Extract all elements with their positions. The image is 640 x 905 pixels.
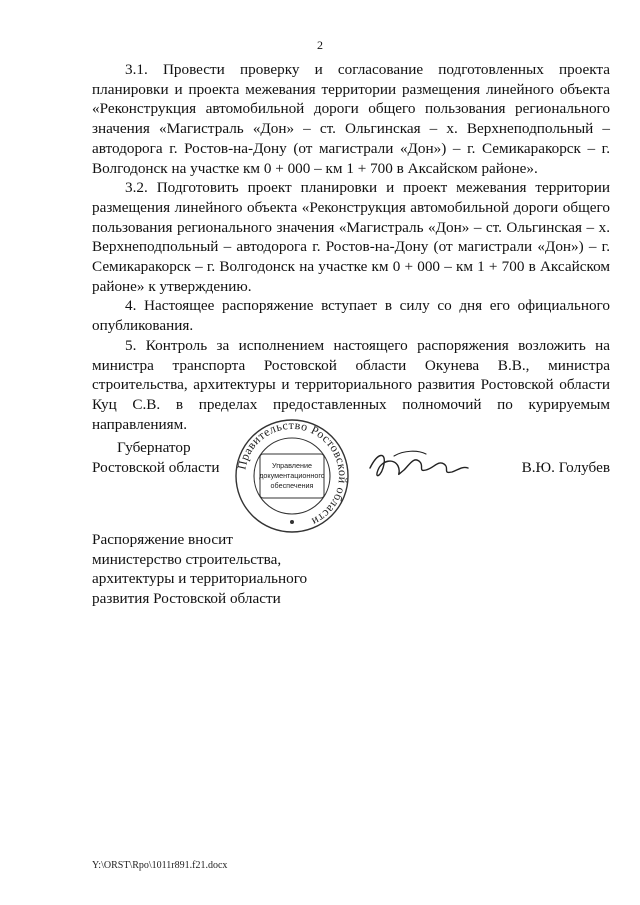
official-stamp xyxy=(234,418,350,534)
stamp-dot xyxy=(290,520,294,524)
stamp-inner-line1: Управление xyxy=(272,461,312,470)
submitter-line1: Распоряжение вносит xyxy=(92,531,233,548)
document-body xyxy=(92,60,610,434)
signatory-title-line2: Ростовской области xyxy=(92,458,220,476)
signatory-title xyxy=(92,438,220,477)
stamp-inner-line3: обеспечения xyxy=(270,481,314,490)
submitter-line2: министерство строительства, xyxy=(92,550,282,568)
submitter-line3: архитектуры и территориального xyxy=(92,570,308,588)
paragraph-3-1: 3.1. Провести проверку и согласование подготовленных проекта планировки и проекта межевания территории размещения линейного объекта «Реконструкция автомобильной дороги общего пользования регионального значения «Магистраль «Дон» – ст. Ольгинская – х. Верхнеподпольный – автодорога г. Ростов-на-Дону (от магистрали «Дон») – г. Семикаракорск – г. Волгодонск на участке км 0 + 000 – км 1 + 700 в Аксайском районе». xyxy=(92,61,610,177)
paragraph-5: 5. Контроль за исполнением настоящего распоряжения возложить на министра транспорта Ростовской области Окунева В.В., министра строительства, архитектуры и территориального развития Ростовской области Куц С.В. в пределах предоставленных полномочий по курируемым направлениям. xyxy=(92,336,610,433)
paragraph-3-2: 3.2. Подготовить проект планировки и проект межевания территории размещения линейного объекта «Реконструкция автомобильной дороги общего пользования регионального значения «Магистраль «Дон» – ст. Ольгинская – х. Верхнеподпольный – автодорога г. Ростов-на-Дону (от магистрали «Дон») – г. Семикаракорск – г. Волгодонск на участке км 0 + 000 – км 1 + 700 в Аксайском районе» к утверждению. xyxy=(92,179,610,295)
submitter-block xyxy=(92,530,352,609)
stamp-inner-line2: документационного xyxy=(259,471,325,480)
page-number: 2 xyxy=(317,38,323,52)
submitter-line4: развития Ростовской области xyxy=(92,590,281,608)
stamp-outer-text: Правительство Ростовской области xyxy=(234,418,350,530)
paragraph-4: 4. Настоящее распоряжение вступает в силу со дня его официального опубликования. xyxy=(92,297,610,335)
file-path-footer: Y:\ORST\Rpo\1011r891.f21.docx xyxy=(92,860,228,871)
signatory-name: В.Ю. Голубев xyxy=(521,459,610,476)
handwritten-signature xyxy=(364,446,474,486)
signature-block xyxy=(92,418,610,538)
signatory-title-line1: Губернатор xyxy=(117,439,191,456)
